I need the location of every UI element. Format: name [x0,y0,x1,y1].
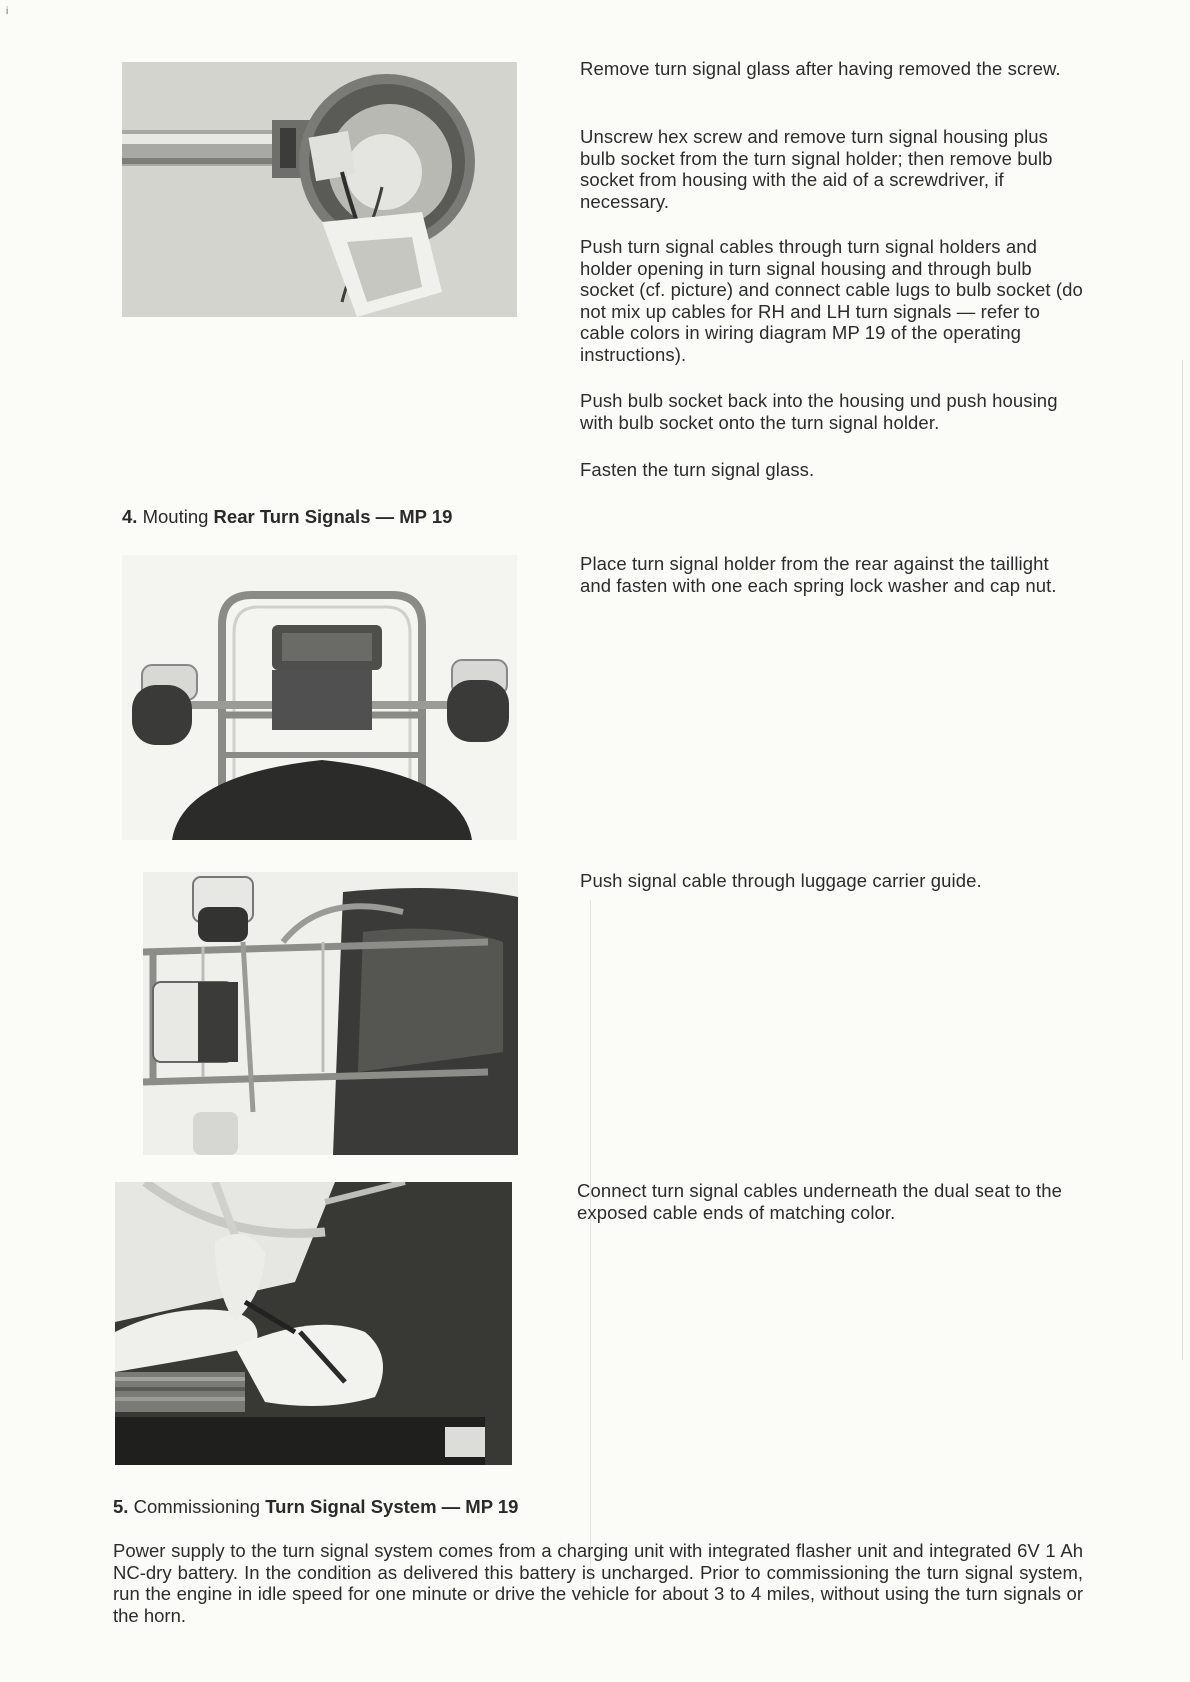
section-title: Rear Turn Signals — MP 19 [213,506,453,527]
step-paragraph: Unscrew hex screw and remove turn signal housing plus bulb socket from the turn signal holder; then remove bulb socket from housing with the aid of a screwdriver, if necessary. [580,126,1053,212]
step-paragraph: Fasten the turn signal glass. [580,459,815,480]
step-paragraph: Push bulb socket back into the housing und push housing with bulb socket onto the turn signal holder. [580,390,1058,433]
step-paragraph: Remove turn signal glass after having removed the screw. [580,58,1061,79]
scan-edge-line [1182,360,1183,1360]
section-5-heading [113,1496,518,1518]
section-prefix: Mouting [142,506,209,527]
section-title: Turn Signal System — MP 19 [265,1496,519,1517]
instruction-text: Push signal cable through luggage carrier guide. [580,870,982,891]
section-prefix: Commissioning [133,1496,261,1517]
commissioning-paragraph: Power supply to the turn signal system comes from a charging unit with integrated flasher unit and integrated 6V 1 Ah NC-dry battery. In the condition as delivered this battery is uncharged. Prior to commissioning the turn signal system, run the engine in idle speed for one minute or drive the vehicle for about 3 to 4 miles, without using the turn signals or the horn. [113,1540,1083,1626]
turn-signal-housing-photo [122,62,517,317]
step-paragraph: Push turn signal cables through turn signal holders and holder opening in turn signal housing and through bulb socket (cf. picture) and connect cable lugs to bulb socket (do not mix up cables for RH and LH turn signals — refer to cable colors in wiring diagram MP 19 of the operating instructions). [580,236,1083,365]
instruction-text: Place turn signal holder from the rear against the taillight and fasten with one each spring lock washer and cap nut. [580,553,1057,596]
rear-turn-signals-photo [122,555,517,840]
instruction-text: Connect turn signal cables underneath the dual seat to the exposed cable ends of matching color. [577,1180,1063,1223]
page-corner-mark: i [6,6,9,17]
section-4-heading [122,506,452,528]
scan-fold-line [590,900,591,1600]
section-number: 5. [113,1496,129,1517]
cable-connection-photo [115,1182,512,1465]
luggage-carrier-cable-photo [143,872,518,1155]
section-number: 4. [122,506,138,527]
